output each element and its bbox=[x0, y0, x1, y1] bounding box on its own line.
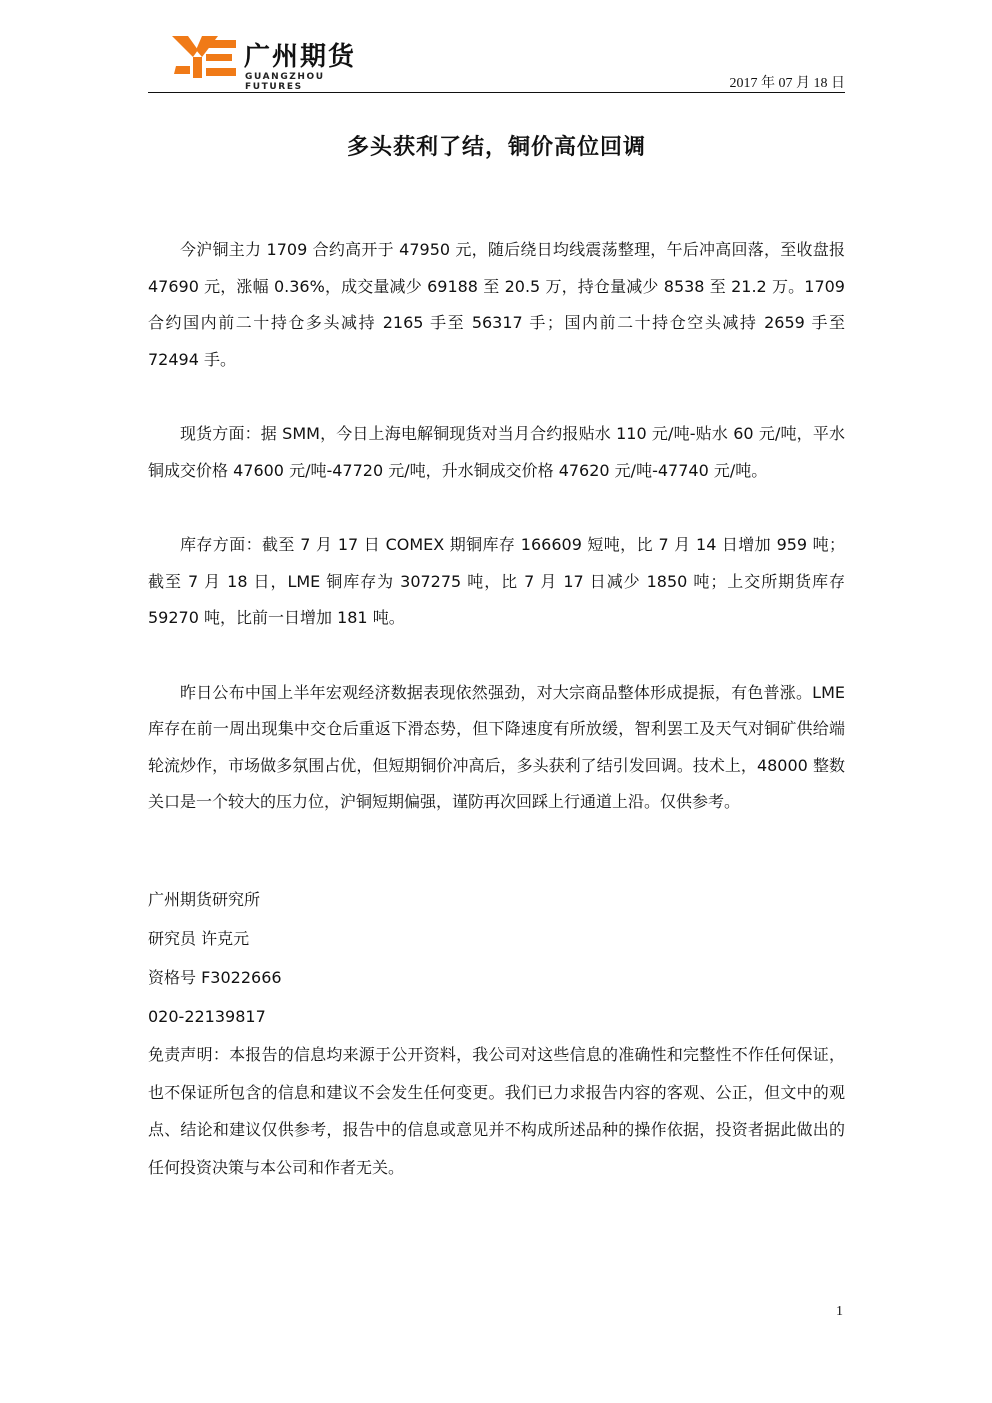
paragraph-market-summary: 今沪铜主力 1709 合约高开于 47950 元，随后绕日均线震荡整理，午后冲高回落，至收盘报 47690 元，涨幅 0.36%，成交量减少 69188 至 20.5 万，持仓量减少 8538 至 21.2 万。1709 合约国内前二十持仓多头减持 2165 手至 56317 手；国内前二十持仓空头减持 2659 手至 72494 手。 bbox=[148, 240, 845, 369]
report-title: 多头获利了结，铜价高位回调 bbox=[346, 135, 646, 160]
report-date: 2017 年 07 月 18 日 bbox=[729, 76, 845, 91]
institute-name: 广州期货研究所 bbox=[148, 890, 261, 909]
page-number: 1 bbox=[836, 1304, 843, 1319]
paragraph-inventory: 库存方面：截至 7 月 17 日 COMEX 期铜库存 166609 短吨，比 7 月 14 日增加 959 吨；截至 7 月 18 日，LME 铜库存为 307275 吨，比 7 月 17 日减少 1850 吨；上交所期货库存 59270 吨，比前一日增加 181 吨。 bbox=[148, 535, 845, 627]
page-header bbox=[148, 30, 845, 94]
paragraph-spot: 现货方面：据 SMM，今日上海电解铜现货对当月合约报贴水 110 元/吨-贴水 60 元/吨，平水铜成交价格 47600 元/吨-47720 元/吨，升水铜成交价格 47620 元/吨-47740 元/吨。 bbox=[148, 424, 845, 480]
report-footer bbox=[148, 880, 845, 1186]
license-number: 资格号 F3022666 bbox=[148, 968, 282, 987]
report-body bbox=[148, 232, 845, 859]
logo-english-name: GUANGZHOU FUTURES bbox=[245, 72, 325, 92]
logo-mark-icon bbox=[172, 36, 238, 78]
disclaimer: 免责声明：本报告的信息均来源于公开资料，我公司对这些信息的准确性和完整性不作任何保证，也不保证所包含的信息和建议不会发生任何变更。我们已力求报告内容的客观、公正，但文中的观点、结论和建议仅供参考，报告中的信息或意见并不构成所述品种的操作依据，投资者据此做出的任何投资决策与本公司和作者无关。 bbox=[148, 1045, 845, 1177]
header-divider bbox=[148, 92, 845, 93]
company-logo bbox=[172, 36, 372, 92]
paragraph-analysis: 昨日公布中国上半年宏观经济数据表现依然强劲，对大宗商品整体形成提振，有色普涨。LME 库存在前一周出现集中交仓后重返下滑态势，但下降速度有所放缓，智利罢工及天气对铜矿供给端轮流炒作，市场做多氛围占优，但短期铜价冲高后，多头获利了结引发回调。技术上，48000 整数关口是一个较大的压力位，沪铜短期偏强，谨防再次回踩上行通道上沿。仅供参考。 bbox=[148, 682, 845, 811]
logo-chinese-name: 广州期货 bbox=[244, 42, 357, 72]
researcher-name: 研究员 许克元 bbox=[148, 929, 250, 948]
phone-number: 020-22139817 bbox=[148, 1007, 266, 1026]
